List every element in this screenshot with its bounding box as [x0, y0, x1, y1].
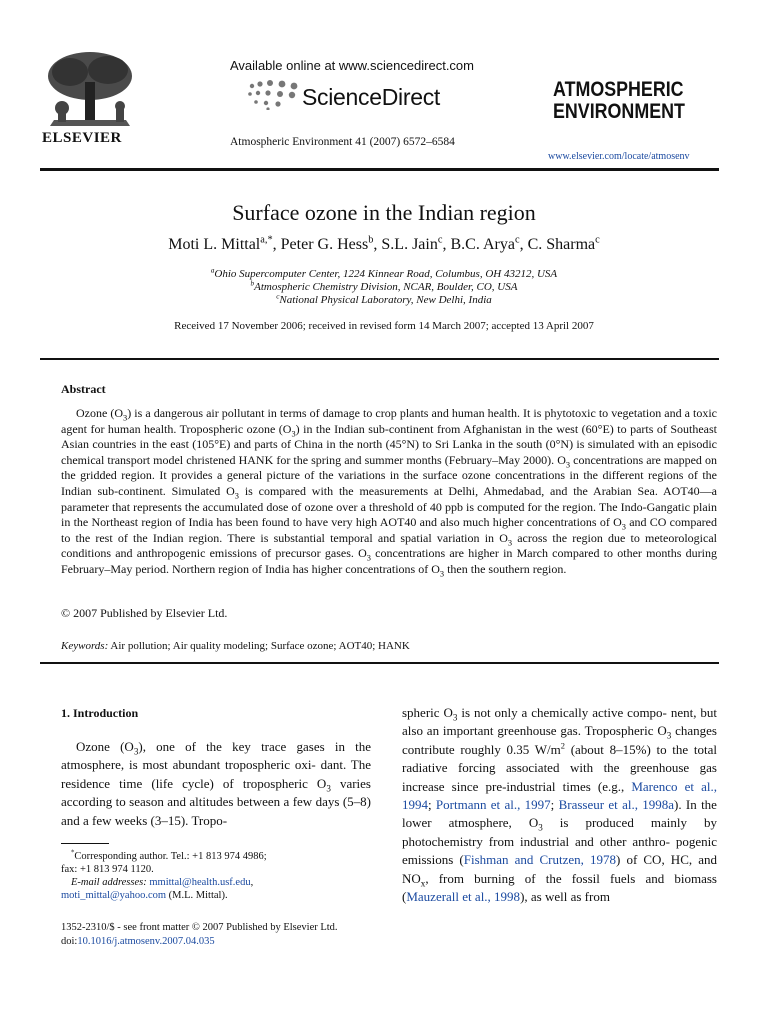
affiliation: $^c$National Physical Laboratory, New Delhi, India — [276, 292, 492, 306]
elsevier-tree-logo — [40, 48, 140, 130]
footnote: *Corresponding author. Tel.: +1 813 974 4986; fax: +1 813 974 1120. E-mail addresses: mmittal@health.usf.edu, moti_mittal@yahoo.com (M.L. Mittal). — [61, 850, 371, 902]
keywords-label: Keywords: — [61, 640, 109, 652]
journal-title-line1: ATMOSPHERIC — [553, 78, 684, 101]
received-dates: Received 17 November 2006; received in revised form 14 March 2007; accepted 13 April 2007 — [174, 320, 594, 332]
journal-citation: Atmospheric Environment 41 (2007) 6572–6584 — [230, 136, 455, 148]
author-affil-mark: b — [368, 234, 374, 246]
citation-link[interactable]: Marenco et al., 1994 — [402, 778, 718, 813]
author-affil-mark: c — [437, 234, 443, 246]
available-online-text[interactable]: Available online at www.sciencedirect.com — [230, 58, 474, 73]
copyright-notice: © 2007 Published by Elsevier Ltd. — [61, 606, 228, 620]
email-link[interactable]: moti_mittal@yahoo.com — [61, 890, 167, 901]
author-affil-mark: a,* — [260, 234, 273, 246]
citation-link[interactable]: Mauzerall et al., 1998 — [406, 889, 521, 905]
journal-url-link[interactable]: www.elsevier.com/locate/atmosenv — [548, 151, 690, 162]
intro-left-column: Ozone $(O_3)$, one of the key trace gases in the atmosphere, is most abundant tropospheric oxi- dant. The residence time (life cycle) of tropospheric $O_3$ varies according to season and altitudes between a few days (5–8) and a few weeks (3–15). Tropo- — [61, 739, 371, 828]
abstract-body: Ozone $(O_3)$ is a dangerous air pollutant in terms of damage to crop plants and human health. It is phytotoxic to vegetation and a toxic agent for human health. Tropospheric ozone $(O_3)$ in the Indian sub-continent from Afghanistan in the west (60°E) to parts of Southeast Asian countries in the east (105°E) and parts of China in the north (45°N) to Sri Lanka in the south (0°N) is simulated with an episodic chemical transport model christened HANK for the spring and summer months (February–May 2000). $O_3$ concentrations are mapped on the gridded region. It provides a general picture of the variations in the surface ozone concentrations in the different regions of the Indian sub-continent. Simulated $O_3$ is compared with the measurements at Delhi, Ahmedabad, and the Arabian Sea. AOT40—a parameter that represents the accumulated dose of ozone over a threshold of 40 ppb is computed for the region. The Indo-Gangatic plain in the Northeast region of India has been found to have very high AOT40 and also much higher concentrations of $O_3$ and CO compared to the rest of the Indian region. There is substantial temporal and spatial variation in $O_3$ across the region due to meteorological conditions and anthropogenic emissions of precursor gases. $O_3$ concentrations are higher in March compared to other months during February–May period. Northern region of India has higher concentrations of $O_3$ then the southern region. — [61, 406, 718, 579]
article-title: Surface ozone in the Indian region — [232, 200, 536, 225]
author-name: Peter G. Hess — [280, 236, 369, 253]
header-rule — [40, 168, 719, 171]
abstract-bottom-rule — [40, 662, 719, 664]
keywords-list: Air pollution; Air quality modeling; Surface ozone; AOT40; HANK — [110, 640, 410, 652]
footnote-rule — [61, 843, 109, 844]
front-matter — [61, 921, 338, 949]
journal-title — [553, 79, 685, 123]
footnote-fax: fax: +1 813 974 1120. — [61, 864, 154, 875]
citation-link[interactable]: Portmann et al., 1997 — [435, 797, 551, 813]
doi-label: doi: — [61, 936, 78, 947]
issn-line: 1352-2310/$ - see front matter © 2007 Published by Elsevier Ltd. — [61, 922, 338, 933]
section-heading: 1. Introduction — [61, 706, 139, 720]
doi-link[interactable]: 10.1016/j.atmosenv.2007.04.035 — [77, 936, 215, 947]
author-name: S.L. Jain — [381, 236, 438, 253]
footnote-email-owner: (M.L. Mittal). — [168, 890, 228, 901]
affiliation: $^a$Ohio Supercomputer Center, 1224 Kinnear Road, Columbus, OH 43212, USA — [210, 266, 558, 280]
author-name: Moti L. Mittal — [168, 236, 261, 253]
journal-title-line2: ENVIRONMENT — [553, 100, 685, 123]
author-list: Moti L. Mittal$^{a,*}$, Peter G. Hess$^b$, S.L. Jain$^c$, B.C. Arya$^c$, C. Sharma$^c$ — [168, 234, 600, 253]
email-link[interactable]: mmittal@health.usf.edu — [149, 877, 251, 888]
author-affil-mark: c — [514, 234, 520, 246]
author-name: C. Sharma — [527, 236, 596, 253]
keywords — [61, 640, 410, 652]
sciencedirect-dots-icon — [246, 80, 298, 115]
footnote-corresponding: Corresponding author. Tel.: +1 813 974 4986; — [74, 851, 267, 862]
author-affil-mark: c — [595, 234, 600, 246]
author-name: B.C. Arya — [450, 236, 515, 253]
citation-link[interactable]: Fishman and Crutzen, 1978 — [463, 852, 617, 868]
footnote-email-label: E-mail addresses: — [71, 877, 147, 888]
affiliation: $^b$Atmospheric Chemistry Division, NCAR, Boulder, CO, USA — [250, 279, 518, 293]
abstract-heading: Abstract — [61, 382, 106, 396]
publisher-name: ELSEVIER — [42, 130, 122, 146]
citation-link[interactable]: Brasseur et al., 1998a — [558, 797, 675, 813]
sciencedirect-logo-text: ScienceDirect — [302, 84, 440, 110]
intro-right-column: spheric $O_3$ is not only a chemically active compo- nent, but also an important greenhouse gas. Tropospheric $O_3$ changes contribute roughly 0.35 $W/m^2$ (about 8–15%) to the total radiative forcing associated with the greenhouse gas increase since pre-industrial times (e.g., Marenco et al., 1994; Portmann et al., 1997; Brasseur et al., 1998a). In the lower atmosphere, $O_3$ is produced mainly by photochemistry from industrial and other anthro- pogenic emissions (Fishman and Crutzen, 1978) of CO, HC, and $NO_x$, from burning of the fossil fuels and biomass (Mauzerall et al., 1998), as well as from — [402, 705, 718, 905]
abstract-top-rule — [40, 358, 719, 360]
affiliations — [0, 268, 768, 307]
